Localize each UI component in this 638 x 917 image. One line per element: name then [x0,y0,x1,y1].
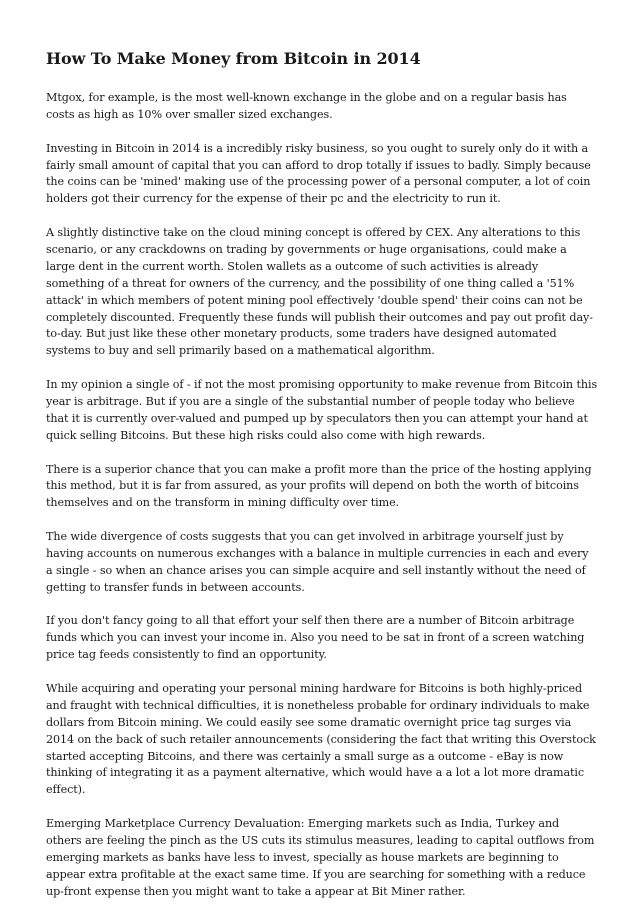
paragraph-5: There is a superior chance that you can make a profit more than the price of the hosting applying this method, but it is far from assured, as your profits will depend on both the worth of bitcoins themselves and on the transform in mining difficulty over time. [46,462,592,510]
paragraph-8: While acquiring and operating your personal mining hardware for Bitcoins is both highly-priced and fraught with technical difficulties, it is nonetheless probable for ordinary individuals to make dollars from Bitcoin mining. We could easily see some dramatic overnight price tag surges via 2014 on the back of such retailer announcements (considering the fact that writing this Overstock started accepting Bitcoins, and there was certainly a small surge as a outcome - eBay is now thinking of integrating it as a payment alternative, which would have a a lot a lot more dramatic effect). [46,681,596,797]
paragraph-1: Mtgox, for example, is the most well-known exchange in the globe and on a regular basis has costs as high as 10% over smaller sized exchanges. [46,91,567,121]
document-page [46,48,598,917]
paragraph-3: A slightly distinctive take on the cloud mining concept is offered by CEX. Any alterations to this scenario, or any crackdowns on trading by governments or huge organisations, could make a large dent in the current worth. Stolen wallets as a outcome of such activities is already something of a threat for owners of the currency, and the possibility of one thing called a '51% attack' in which members of potent mining pool effectively 'double spend' their coins can not be completely discounted. Frequently these funds will publish their outcomes and pay out profit day-to-day. But just like these other monetary products, some traders have designed automated systems to buy and sell primarily based on a mathematical algorithm. [46,226,593,358]
paragraph-7: If you don't fancy going to all that effort your self then there are a number of Bitcoin arbitrage funds which you can invest your income in. Also you need to be sat in front of a screen watching price tag feeds consistently to find an opportunity. [46,614,585,662]
paragraph-4: In my opinion a single of - if not the most promising opportunity to make revenue from Bitcoin this year is arbitrage. But if you are a single of the substantial number of people today who believe that it is currently over-valued and pumped up by speculators then you can attempt your hand at quick selling Bitcoins. But these high risks could also come with high rewards. [46,378,598,442]
paragraph-2: Investing in Bitcoin in 2014 is a incredibly risky business, so you ought to surely only do it with a fairly small amount of capital that you can afford to drop totally if issues to badly. Simply because the coins can be 'mined' making use of the processing power of a personal computer, a lot of coin holders got their currency for the expense of their pc and the electricity to run it. [46,141,591,206]
paragraph-6: The wide divergence of costs suggests that you can get involved in arbitrage yourself just by having accounts on numerous exchanges with a balance in multiple currencies in each and every a single - so when an chance arises you can simple acquire and sell instantly without the need of getting to transfer funds in between accounts. [46,530,589,594]
document-title: How To Make Money from Bitcoin in 2014 [46,49,421,68]
paragraph-9: Emerging Marketplace Currency Devaluation: Emerging markets such as India, Turkey and others are feeling the pinch as the US cuts its stimulus measures, leading to capital outflows from emerging markets as banks have less to invest, specially as house markets are beginning to appear extra profitable at the exact same time. If you are searching for something with a reduce up-front expense then you might want to take a appear at Bit Miner rather. [46,817,595,898]
